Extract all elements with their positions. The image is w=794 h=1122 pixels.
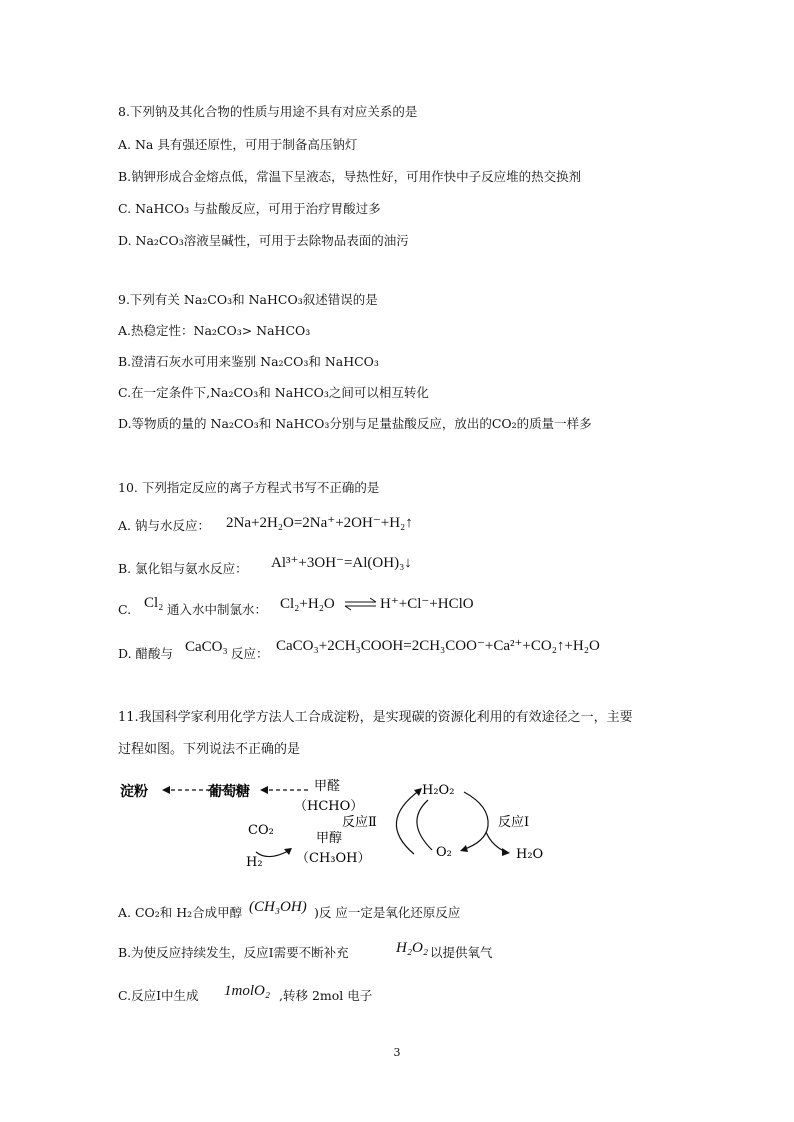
dashed-arrow-formaldehyde-to-glucose [260, 786, 308, 794]
q10-option-d-equation: CaCO₃+2CH₃COOH=2CH₃COO⁻+Ca²⁺+CO₂↑+H₂O [276, 638, 600, 654]
q10-option-c-cl2: Cl₂ [144, 595, 164, 611]
reaction-2-label: 反应Ⅱ [342, 815, 377, 830]
o2-label: O₂ [436, 845, 452, 860]
q9-option-b: B.澄清石灰水可用来鉴别 Na₂CO₃和 NaHCO₃ [118, 354, 379, 369]
q10-option-c-label-post: 通入水中制氯水： [167, 602, 268, 617]
q8-option-b: B.钠钾形成合金熔点低，常温下呈液态，导热性好，可用作快中子反应堆的热交换剂 [118, 169, 582, 184]
hcho-label: （HCHO） [294, 799, 364, 814]
equilibrium-arrow-icon [344, 596, 378, 612]
q11-option-b-post: 以提供氧气 [430, 945, 493, 960]
h2o-label: H₂O [516, 847, 544, 862]
methanol-label: 甲醇 [316, 831, 343, 846]
q9-option-a: A.热稳定性：Na₂CO₃> NaHCO₃ [118, 323, 311, 338]
arrow-h2o2-to-o2-left [417, 800, 432, 850]
h2o2-label: H₂O₂ [422, 783, 455, 798]
q10-option-a-label: A. 钠与水反应： [118, 518, 210, 533]
co2-label: CO₂ [248, 823, 274, 838]
page-number: 3 [393, 1046, 401, 1059]
q10-option-c-eq-left: Cl₂+H₂O [280, 596, 335, 612]
q11-option-a-pre: A. CO₂和 H₂合成甲醇 [118, 905, 243, 920]
q11-stem-line1: 11.我国科学家利用化学方法人工合成淀粉，是实现碳的资源化利用的有效途径之一，主要 [118, 710, 633, 725]
q11-option-c-formula: 1molO₂ [224, 983, 271, 999]
formaldehyde-label: 甲醛 [314, 779, 341, 794]
q10-option-d-caco3: CaCO₃ [185, 639, 228, 655]
reaction-1-label: 反应Ⅰ [498, 815, 530, 830]
q11-option-c-post: ,转移 2mol 电子 [279, 988, 373, 1003]
q10-option-d-label-post: 反应： [231, 646, 269, 661]
q8-option-a: A. Na 具有强还原性，可用于制备高压钠灯 [118, 137, 358, 152]
q8-option-d: D. Na₂CO₃溶液呈碱性，可用于去除物品表面的油污 [118, 233, 409, 248]
q8-stem: 8.下列钠及其化合物的性质与用途不具有对应关系的是 [118, 104, 418, 119]
q10-option-c-label: C. [118, 602, 132, 617]
q10-option-b-equation: Al³⁺+3OH⁻=Al(OH)₃↓ [271, 555, 412, 571]
q9-stem: 9.下列有关 Na₂CO₃和 NaHCO₃叙述错误的是 [118, 292, 378, 307]
q10-option-d-label: D. 醋酸与 [118, 646, 174, 661]
q11-option-b-pre: B.为使反应持续发生，反应Ⅰ需要不断补充 [118, 945, 349, 960]
q9-option-c: C.在一定条件下,Na₂CO₃和 NaHCO₃之间可以相互转化 [118, 385, 429, 400]
q10-option-b-label: B. 氯化铝与氨水反应： [118, 561, 248, 576]
q10-option-a-equation: 2Na+2H₂O=2Na⁺+2OH⁻+H₂↑ [226, 515, 413, 531]
arrow-co2-h2-to-methanol [256, 850, 290, 857]
glucose-label: 葡萄糖 [208, 784, 250, 800]
q8-option-c: C. NaHCO₃ 与盐酸反应，可用于治疗胃酸过多 [118, 201, 381, 216]
q11-stem-line2: 过程如图。下列说法不正确的是 [118, 742, 301, 757]
q11-option-c-pre: C.反应Ⅰ中生成 [118, 988, 199, 1003]
q11-option-a-formula: (CH₃OH) [249, 899, 307, 915]
q11-option-a-post: )反 应一定是氧化还原反应 [314, 905, 461, 920]
q11-option-b-formula: H₂O₂ [396, 940, 429, 956]
arc-reaction-1 [462, 792, 488, 850]
starch-synthesis-diagram [118, 770, 588, 870]
ch3oh-label: （CH₃OH） [296, 851, 371, 866]
h2-label: H₂ [246, 855, 263, 870]
q10-stem: 10. 下列指定反应的离子方程式书写不正确的是 [118, 480, 380, 495]
starch-label: 淀粉 [120, 784, 148, 800]
q9-option-d: D.等物质的量的 Na₂CO₃和 NaHCO₃分别与足量盐酸反应，放出的CO₂的质量一样多 [118, 416, 592, 431]
q10-option-c-eq-right: H⁺+Cl⁻+HClO [380, 596, 474, 612]
